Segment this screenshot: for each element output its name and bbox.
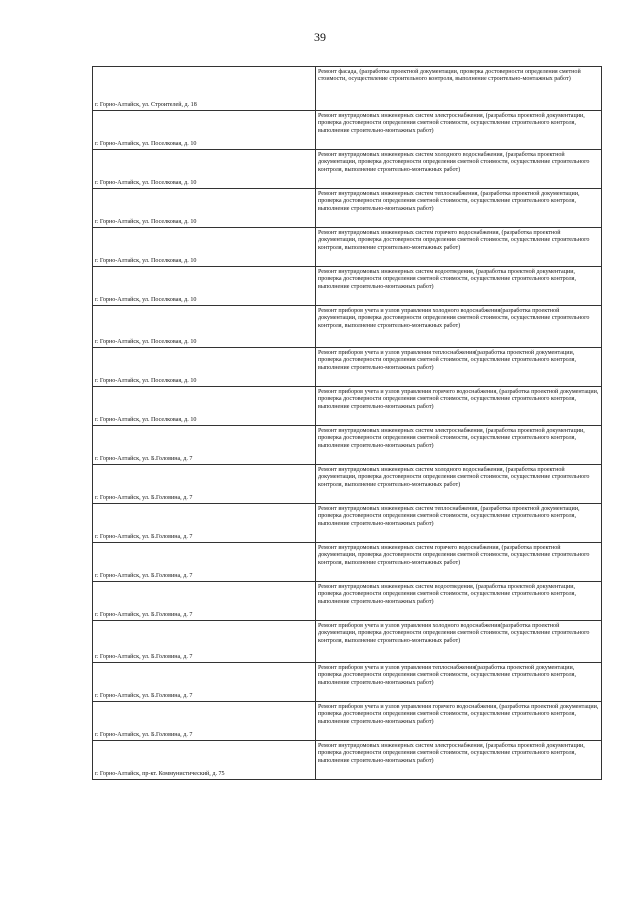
address-cell: г. Горно-Алтайск, ул. Поселковая, д. 10: [93, 228, 316, 267]
work-description-cell: Ремонт внутридомовых инженерных систем водоотведения, (разработка проектной документации, проверка достоверности определения сметной стоимости, осуществление строительного контроля, выполнение строительно-монтажных работ): [316, 267, 602, 306]
page-number: 39: [314, 30, 326, 44]
work-description-cell: Ремонт приборов учета и узлов управления теплоснабжения(разработка проектной документации, проверка достоверности определения сметной стоимости, осуществление строительного контроля, выполнение строительно-монтажных работ): [316, 663, 602, 702]
table-row: [93, 228, 602, 267]
work-description-cell: Ремонт внутридомовых инженерных систем теплоснабжения, (разработка проектной документации, проверка достоверности определения сметной стоимости, осуществление строительного контроля, выполнение строительно-монтажных работ): [316, 504, 602, 543]
table-row: [93, 111, 602, 150]
address-cell: г. Горно-Алтайск, пр-кт. Коммунистический, д. 75: [93, 741, 316, 780]
address-cell: г. Горно-Алтайск, ул. Поселковая, д. 10: [93, 306, 316, 348]
works-table: [92, 66, 602, 780]
address-cell: г. Горно-Алтайск, ул. Б.Головина, д. 7: [93, 702, 316, 741]
table-row: [93, 504, 602, 543]
address-cell: г. Горно-Алтайск, ул. Поселковая, д. 10: [93, 267, 316, 306]
table-row: [93, 741, 602, 780]
table-row: [93, 150, 602, 189]
work-description-cell: Ремонт внутридомовых инженерных систем холодного водоснабжения, (разработка проектной документации, проверка достоверности определения сметной стоимости, осуществление строительного контроля, выполнение строительно-монтажных работ): [316, 465, 602, 504]
address-cell: г. Горно-Алтайск, ул. Б.Головина, д. 7: [93, 621, 316, 663]
work-description-cell: Ремонт внутридомовых инженерных систем электроснабжения, (разработка проектной документации, проверка достоверности определения сметной стоимости, осуществление строительного контроля, выполнение строительно-монтажных работ): [316, 426, 602, 465]
address-cell: г. Горно-Алтайск, ул. Поселковая, д. 10: [93, 387, 316, 426]
address-cell: г. Горно-Алтайск, ул. Строителей, д. 18: [93, 67, 316, 111]
work-description-cell: Ремонт приборов учета и узлов управления теплоснабжения(разработка проектной документации, проверка достоверности определения сметной стоимости, осуществление строительного контроля, выполнение строительно-монтажных работ): [316, 348, 602, 387]
address-cell: г. Горно-Алтайск, ул. Б.Головина, д. 7: [93, 543, 316, 582]
table-row: [93, 267, 602, 306]
work-description-cell: Ремонт внутридомовых инженерных систем горячего водоснабжения, (разработка проектной документации, проверка достоверности определения сметной стоимости, осуществление строительного контроля, выполнение строительно-монтажных работ): [316, 228, 602, 267]
work-description-cell: Ремонт внутридомовых инженерных систем водоотведения, (разработка проектной документации, проверка достоверности определения сметной стоимости, осуществление строительного контроля, выполнение строительно-монтажных работ): [316, 582, 602, 621]
table-row: [93, 67, 602, 111]
work-description-cell: Ремонт внутридомовых инженерных систем холодного водоснабжения, (разработка проектной документации, проверка достоверности определения сметной стоимости, осуществление строительного контроля, выполнение строительно-монтажных работ): [316, 150, 602, 189]
address-cell: г. Горно-Алтайск, ул. Б.Головина, д. 7: [93, 663, 316, 702]
address-cell: г. Горно-Алтайск, ул. Поселковая, д. 10: [93, 150, 316, 189]
address-cell: г. Горно-Алтайск, ул. Поселковая, д. 10: [93, 348, 316, 387]
work-description-cell: Ремонт приборов учета и узлов управления холодного водоснабжения(разработка проектной документации, проверка достоверности определения сметной стоимости, осуществление строительного контроля, выполнение строительно-монтажных работ): [316, 621, 602, 663]
address-cell: г. Горно-Алтайск, ул. Поселковая, д. 10: [93, 189, 316, 228]
table-row: [93, 543, 602, 582]
work-description-cell: Ремонт внутридомовых инженерных систем электроснабжения, (разработка проектной документации, проверка достоверности определения сметной стоимости, осуществление строительного контроля, выполнение строительно-монтажных работ): [316, 741, 602, 780]
table-row: [93, 663, 602, 702]
table-row: [93, 465, 602, 504]
table-row: [93, 702, 602, 741]
table-row: [93, 348, 602, 387]
address-cell: г. Горно-Алтайск, ул. Б.Головина, д. 7: [93, 582, 316, 621]
work-description-cell: Ремонт приборов учета и узлов управления горячего водоснабжения, (разработка проектной документации, проверка достоверности определения сметной стоимости, осуществление строительного контроля, выполнение строительно-монтажных работ): [316, 387, 602, 426]
address-cell: г. Горно-Алтайск, ул. Б.Головина, д. 7: [93, 504, 316, 543]
work-description-cell: Ремонт внутридомовых инженерных систем горячего водоснабжения, (разработка проектной документации, проверка достоверности определения сметной стоимости, осуществление строительного контроля, выполнение строительно-монтажных работ): [316, 543, 602, 582]
work-description-cell: Ремонт приборов учета и узлов управления холодного водоснабжения(разработка проектной документации, проверка достоверности определения сметной стоимости, осуществление строительного контроля, выполнение строительно-монтажных работ): [316, 306, 602, 348]
address-cell: г. Горно-Алтайск, ул. Б.Головина, д. 7: [93, 426, 316, 465]
table-row: [93, 426, 602, 465]
work-description-cell: Ремонт фасада, (разработка проектной документации, проверка достоверности определения сметной стоимости, осуществление строительного контроля, выполнение строительно-монтажных работ): [316, 67, 602, 111]
address-cell: г. Горно-Алтайск, ул. Поселковая, д. 10: [93, 111, 316, 150]
table-row: [93, 582, 602, 621]
work-description-cell: Ремонт внутридомовых инженерных систем электроснабжения, (разработка проектной документации, проверка достоверности определения сметной стоимости, осуществление строительного контроля, выполнение строительно-монтажных работ): [316, 111, 602, 150]
table-row: [93, 387, 602, 426]
table-row: [93, 306, 602, 348]
table-row: [93, 189, 602, 228]
work-description-cell: Ремонт приборов учета и узлов управления горячего водоснабжения, (разработка проектной документации, проверка достоверности определения сметной стоимости, осуществление строительного контроля, выполнение строительно-монтажных работ): [316, 702, 602, 741]
work-description-cell: Ремонт внутридомовых инженерных систем теплоснабжения, (разработка проектной документации, проверка достоверности определения сметной стоимости, осуществление строительного контроля, выполнение строительно-монтажных работ): [316, 189, 602, 228]
address-cell: г. Горно-Алтайск, ул. Б.Головина, д. 7: [93, 465, 316, 504]
table-row: [93, 621, 602, 663]
